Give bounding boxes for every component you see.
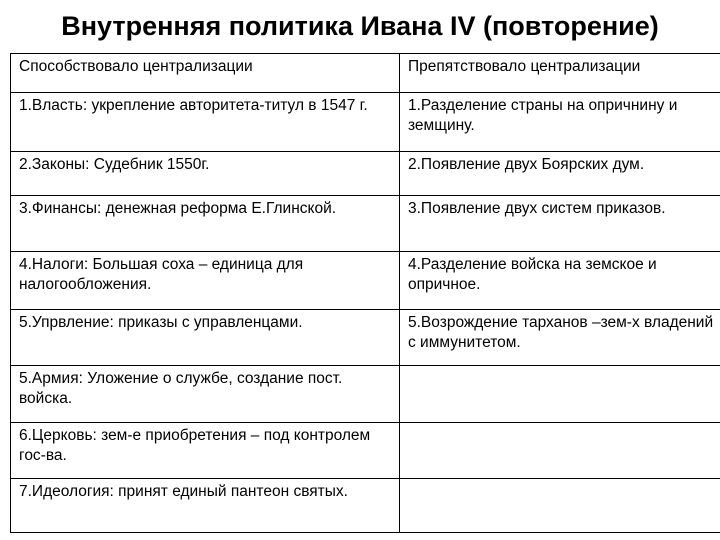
table-row [11, 196, 720, 252]
header-cell-for: Способствовало централизации [11, 54, 400, 93]
table-cell: 5.Возрождение тарханов –зем-х владений с иммунитетом. [400, 310, 720, 366]
header-cell-against: Препятствовало централизации [400, 54, 720, 93]
table-row [11, 93, 720, 152]
table-row [11, 423, 720, 479]
table-cell: 3.Появление двух систем приказов. [400, 196, 720, 252]
table-cell: 2.Законы: Судебник 1550г. [11, 152, 400, 196]
table-header-row [11, 54, 720, 93]
table-cell: 1.Разделение страны на опричнину и земщину. [400, 93, 720, 152]
table-cell: 5.Армия: Уложение о службе, создание пост. войска. [11, 366, 400, 423]
table-row [11, 152, 720, 196]
table-cell: 7.Идеология: принят единый пантеон святых. [11, 479, 400, 533]
table-cell: 6.Церковь: зем-е приобретения – под контролем гос-ва. [11, 423, 400, 479]
table-row [11, 252, 720, 310]
table-row [11, 366, 720, 423]
table-cell: 2.Появление двух Боярских дум. [400, 152, 720, 196]
table-cell: 3.Финансы: денежная реформа Е.Глинской. [11, 196, 400, 252]
table-cell: 5.Упрвление: приказы с управленцами. [11, 310, 400, 366]
table-cell [400, 423, 720, 479]
table-cell: 4.Налоги: Большая соха – единица для налогообложения. [11, 252, 400, 310]
table-cell [400, 366, 720, 423]
table-row [11, 310, 720, 366]
policy-table [10, 53, 720, 533]
table-cell: 1.Власть: укрепление авторитета-титул в 1547 г. [11, 93, 400, 152]
page-title: Внутренняя политика Ивана IV (повторение) [61, 11, 659, 41]
table-row [11, 479, 720, 533]
table-cell [400, 479, 720, 533]
table-cell: 4.Разделение войска на земское и опричное. [400, 252, 720, 310]
